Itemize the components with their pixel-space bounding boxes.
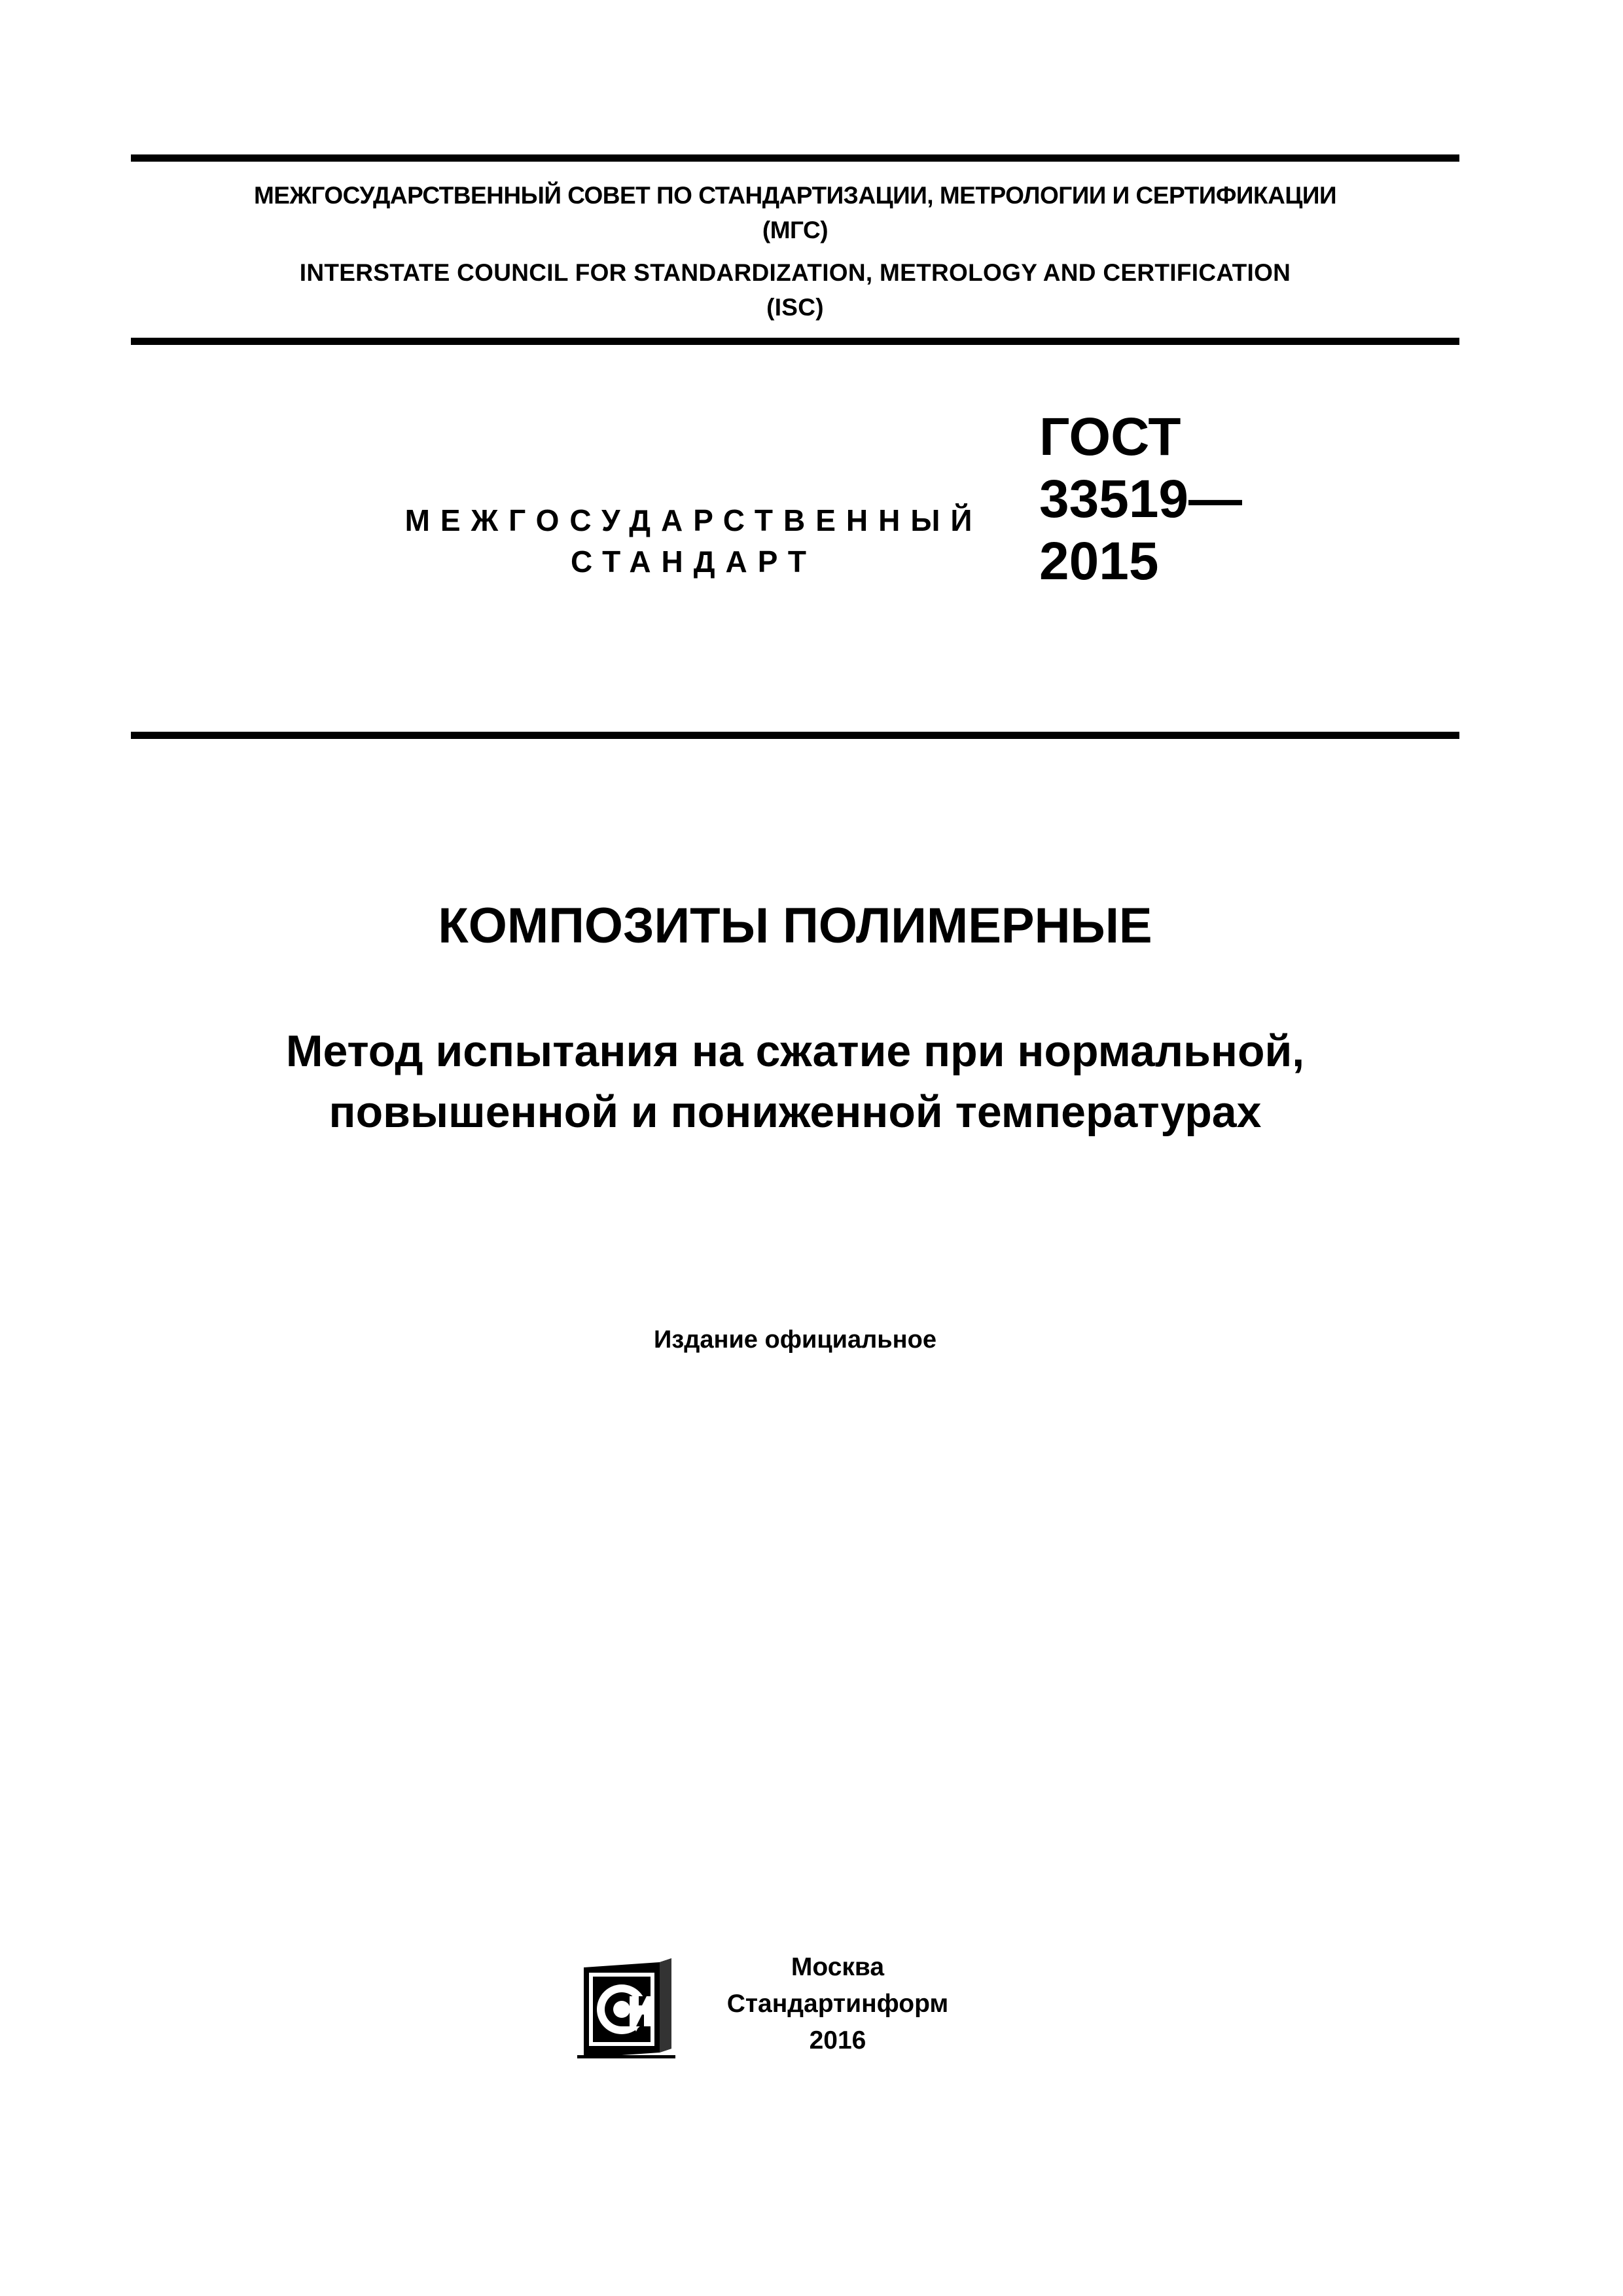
document-subtitle xyxy=(131,1021,1459,1143)
publisher-city: Москва xyxy=(791,1953,885,1981)
standard-type-line2: СТАНДАРТ xyxy=(571,545,817,579)
gost-prefix: ГОСТ xyxy=(1039,407,1181,467)
document-title: КОМПОЗИТЫ ПОЛИМЕРНЫЕ xyxy=(438,898,1152,954)
publisher-block xyxy=(707,1949,969,2059)
council-name-english xyxy=(131,255,1459,325)
publication-year: 2016 xyxy=(809,2026,866,2054)
edition-note: Издание официальное xyxy=(654,1326,936,1354)
council-name-russian xyxy=(131,178,1459,247)
designation-rule xyxy=(131,732,1459,739)
council-name-en-line1: INTERSTATE COUNCIL FOR STANDARDIZATION, METROLOGY AND CERTIFICATION xyxy=(299,259,1291,286)
standard-type-label xyxy=(366,500,1021,583)
council-abbr-ru: (МГС) xyxy=(762,217,829,243)
subtitle-line1: Метод испытания на сжатие при нормальной, xyxy=(285,1026,1305,1076)
gost-number: 33519— xyxy=(1039,469,1243,529)
top-rule xyxy=(131,154,1459,162)
header-rule xyxy=(131,338,1459,345)
council-name-ru-line1: МЕЖГОСУДАРСТВЕННЫЙ СОВЕТ ПО СТАНДАРТИЗАЦИИ, МЕТРОЛОГИИ И СЕРТИФИКАЦИИ xyxy=(253,182,1337,209)
standartinform-logo-icon xyxy=(576,1958,681,2060)
subtitle-line2: повышенной и пониженной температурах xyxy=(329,1087,1262,1137)
publisher-name: Стандартинформ xyxy=(726,1990,949,2018)
gost-year: 2015 xyxy=(1039,531,1159,591)
gost-designation xyxy=(1039,406,1242,592)
council-abbr-en: (ISC) xyxy=(766,294,824,321)
standard-type-line1: МЕЖГОСУДАРСТВЕННЫЙ xyxy=(404,503,983,537)
